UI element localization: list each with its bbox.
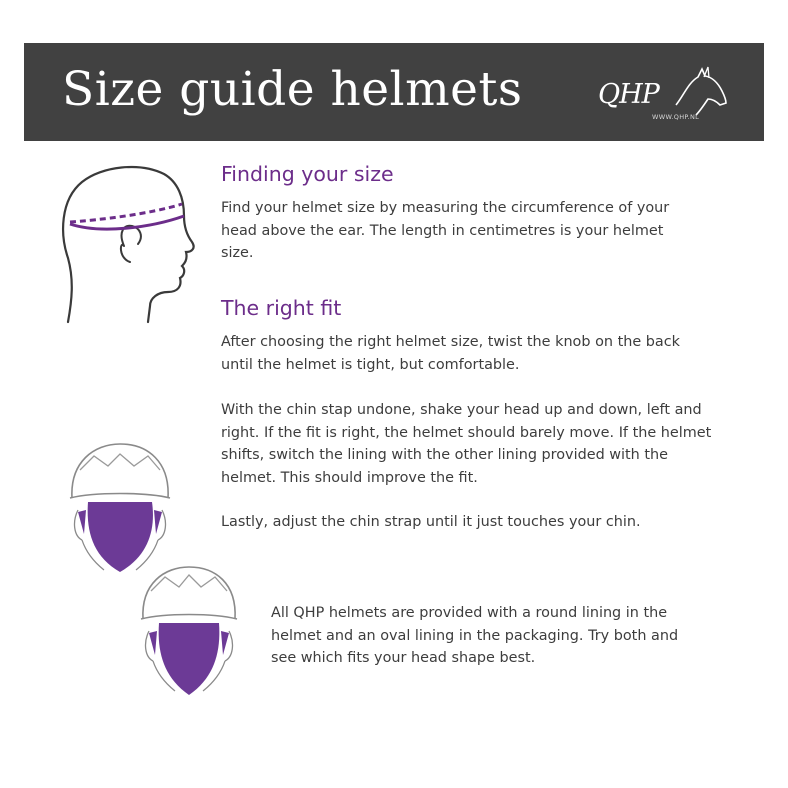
helmet-oval-icon xyxy=(133,563,245,703)
right-fit-text-1: After choosing the right helmet size, twist the knob on the back until the helmet is tight, but comfortable. xyxy=(221,334,680,373)
page-title: Size guide helmets xyxy=(62,62,523,117)
logo-url: WWW.QHP.NL xyxy=(652,113,700,121)
head-measure-icon xyxy=(60,160,200,330)
horse-head-icon xyxy=(674,65,734,117)
helmet-round-icon xyxy=(64,440,176,580)
right-fit-text-3: Lastly, adjust the chin strap until it just touches your chin. xyxy=(221,514,641,530)
right-fit-text-2: With the chin stap undone, shake your head up and down, left and right. If the fit is right, the helmet should barely move. If the helmet shifts, switch the lining with the other lining provided with the helmet. This should improve the fit. xyxy=(221,402,712,486)
header-banner xyxy=(24,43,764,141)
right-fit-heading: The right fit xyxy=(221,296,342,320)
finding-size-heading: Finding your size xyxy=(221,162,394,186)
qhp-logo xyxy=(594,65,734,127)
logo-text: QHP xyxy=(598,79,659,110)
lining-text: All QHP helmets are provided with a round lining in the helmet and an oval lining in the packaging. Try both and see which fits your head shape best. xyxy=(271,605,679,666)
finding-size-text: Find your helmet size by measuring the circumference of your head above the ear. The length in centimetres is your helmet size. xyxy=(221,200,670,261)
